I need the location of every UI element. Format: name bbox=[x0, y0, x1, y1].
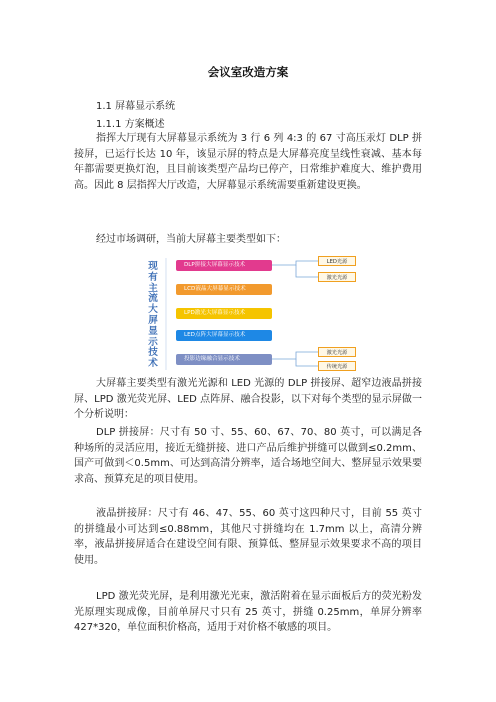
paragraph-dlp: DLP 拼接屏：尺寸有 50 寸、55、60、67、70、80 英寸，可以满足各种场所的灵活应用，接近无缝拼接、进口产品后维护拼缝可以做到≤0.2mm、国产可做到＜0.5mm、可达到高清分辨率，适合场地空间大、整屏显示效果要求高、预算充足的项目使用。 bbox=[74, 427, 422, 485]
bar-led: LED点阵大屏幕显示技术 bbox=[176, 330, 272, 341]
paragraph-survey: 经过市场调研，当前大屏幕主要类型如下： bbox=[96, 234, 286, 245]
display-tech-diagram bbox=[146, 256, 358, 372]
tag-led-light: LED光源 bbox=[318, 256, 356, 266]
diagram-vertical-title: 现 有 主 流 大 屏 显 示 技 术 bbox=[148, 261, 158, 370]
bar-lcd: LCD液晶大屏幕显示技术 bbox=[176, 284, 272, 295]
section-heading: 1.1 屏幕显示系统 bbox=[96, 101, 176, 112]
tag-laser-light-2: 激光光源 bbox=[318, 347, 356, 357]
paragraph-types: 大屏幕主要类型有激光光源和 LED 光源的 DLP 拼接屏、超窄边液晶拼接屏、LPD 激光荧光屏、LED 点阵屏、融合投影，以下对每个类型的显示屏做一个分析说明： bbox=[74, 378, 422, 421]
tag-laser-light: 激光光源 bbox=[318, 272, 356, 282]
subsection-heading: 1.1.1 方案概述 bbox=[96, 119, 165, 130]
paragraph-overview: 指挥大厅现有大屏幕显示系统为 3 行 6 列 4:3 的 67 寸高压汞灯 DLP 拼接屏，已运行长达 10 年，该显示屏的特点是大屏幕亮度呈线性衰减、基本每年都需要更换灯泡，且目前该类型产品均已停产，日常维护难度大、维护费用高。因此 8 层指挥大厅改造，大屏幕显示系统需要重新建设更换。 bbox=[74, 133, 422, 191]
page-title: 会议室改造方案 bbox=[207, 65, 289, 79]
paragraph-lcd: 液晶拼接屏：尺寸有 46、47、55、60 英寸这四种尺寸，目前 55 英寸的拼缝最小可达到≤0.88mm，其他尺寸拼缝均在 1.7mm 以上，高清分辨率，液晶拼接屏适合在建设空间有限、预算低、整屏显示效果要求不高的项目使用。 bbox=[74, 508, 422, 566]
bar-projection: 投影边缘融合显示技术 bbox=[176, 354, 272, 365]
paragraph-lpd: LPD 激光荧光屏，是利用激光光束，激活附着在显示面板后方的荧光粉发光原理实现成像，目前单屏尺寸只有 25 英寸，拼缝 0.25mm，单屏分辨率 427*320，单位面积价格高，适用于对价格不敏感的项目。 bbox=[74, 591, 422, 634]
bar-dlp: DLP拼接大屏幕显示技术 bbox=[176, 260, 272, 271]
tag-traditional-light: 传统光源 bbox=[318, 361, 356, 371]
bar-lpd: LPD激光大屏幕显示技术 bbox=[176, 308, 272, 319]
